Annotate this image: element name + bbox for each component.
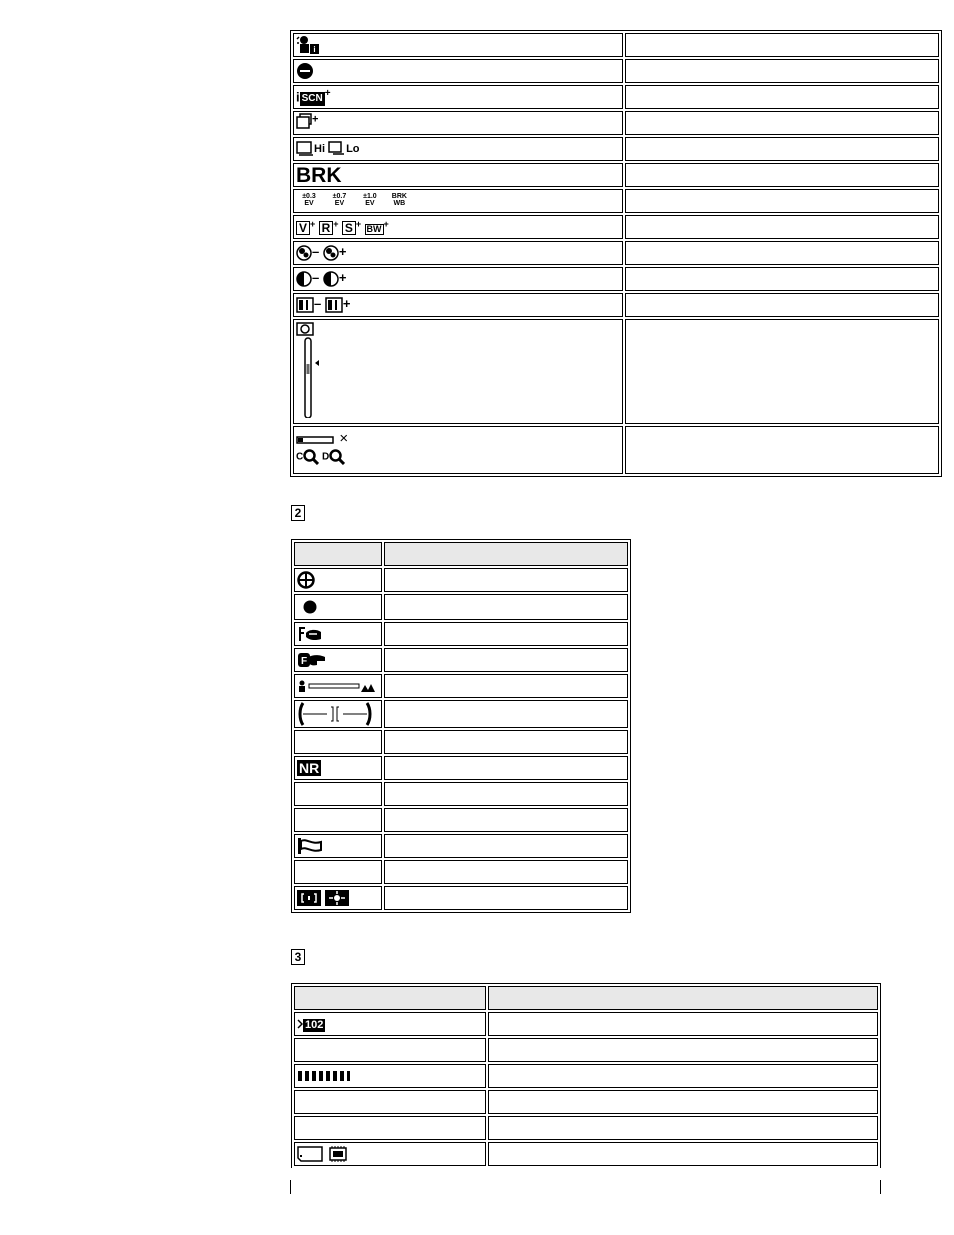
table-continuation-right: [880, 1180, 881, 1194]
section-number-3: 3: [291, 949, 305, 965]
continuous-plus-icon: [296, 113, 318, 134]
table-row: [294, 594, 628, 620]
sharpness-minus-plus-icon: – +: [296, 296, 350, 313]
table-row: [293, 111, 939, 135]
battery-bars-icon: [297, 1070, 351, 1082]
contrast-minus-plus-icon: – +: [296, 270, 346, 287]
card-memory-icon: [297, 1145, 349, 1163]
table-row: [293, 215, 939, 239]
table-continuation-left: [290, 1180, 291, 1194]
description-cell: [625, 163, 939, 187]
bracket-0-7: ±0.7 EV: [332, 192, 347, 207]
svg-text:F: F: [300, 655, 308, 667]
iscn-suffix: +: [324, 87, 331, 99]
description-cell: [625, 241, 939, 265]
table-row: [294, 730, 628, 754]
iscn-label: SCN: [301, 93, 323, 105]
description-cell: [625, 189, 939, 213]
table-row: [294, 1064, 878, 1088]
description-cell: [625, 137, 939, 161]
table-row: [294, 808, 628, 832]
bw-badge: BW: [366, 223, 382, 234]
icon-cell: [293, 111, 623, 135]
table-row: [293, 241, 939, 265]
table-row: [293, 163, 939, 187]
distance-bar-icon: [297, 679, 377, 693]
description-cell: [625, 293, 939, 317]
icon-table-2: [291, 539, 631, 913]
flash-hand-icon: [297, 651, 327, 669]
r-badge: R: [319, 221, 334, 235]
table-row: [294, 860, 628, 884]
table-row: [294, 700, 628, 728]
table-row: [293, 33, 939, 57]
icon-cell: [293, 293, 623, 317]
table-row: [294, 1142, 878, 1166]
table-row: [294, 622, 628, 646]
bracket-1-0: ±1.0 EV: [363, 192, 377, 207]
table-row: [294, 886, 628, 910]
area-icons: [297, 889, 349, 907]
continuous-plus-suffix: +: [312, 113, 319, 126]
af-frame-icon: [297, 701, 373, 727]
icon-cell: [293, 137, 623, 161]
af-target-icon: [297, 571, 315, 589]
table-row: [294, 648, 628, 672]
v-badge: V: [296, 221, 310, 235]
face-scale-icon: [296, 322, 324, 418]
person-handshake-icon: [296, 35, 320, 55]
continuous-hi-lo-icon: [296, 141, 360, 157]
table-row: [294, 834, 628, 858]
icon-cell: [293, 33, 623, 57]
vrs-bw-icon: V + R + S + BW +: [296, 219, 389, 235]
table-row: [294, 1090, 878, 1114]
table-header-row: [294, 542, 628, 566]
icon-cell: [293, 85, 623, 109]
table-row: [293, 85, 939, 109]
table-row: [294, 756, 628, 780]
table-header-row: [294, 986, 878, 1010]
icon-cell: [293, 163, 623, 187]
bracket-wb: BRK WB: [391, 192, 407, 207]
table-row: [294, 1012, 878, 1036]
nr-icon: NR: [299, 759, 320, 776]
table-row: [294, 1116, 878, 1140]
description-cell: [625, 215, 939, 239]
description-cell: [625, 426, 939, 474]
disc-icon: [296, 62, 314, 80]
hi-label: Hi: [314, 142, 325, 155]
table-row: [294, 782, 628, 806]
lo-label: Lo: [346, 142, 360, 155]
s-badge: S: [342, 221, 356, 235]
flash-f-icon: [297, 625, 323, 643]
iscn-prefix: i: [296, 89, 300, 105]
bracket-0-3: ±0.3 EV: [302, 192, 316, 207]
icon-cell: [293, 215, 623, 239]
zoom-bar-icon: [296, 431, 620, 446]
table-row: [293, 293, 939, 317]
table-row: [293, 426, 939, 474]
table-row: [294, 674, 628, 698]
description-cell: [625, 267, 939, 291]
description-cell: [625, 319, 939, 424]
section-number-2: 2: [291, 505, 305, 521]
table-row: [293, 189, 939, 213]
icon-cell: [293, 59, 623, 83]
description-cell: [625, 59, 939, 83]
description-cell: [625, 33, 939, 57]
icon-table-3: [291, 983, 881, 1168]
svg-text:i: i: [313, 45, 316, 54]
zoom-times: ×: [339, 430, 349, 447]
iscn-plus-icon: [296, 88, 331, 106]
description-cell: [625, 111, 939, 135]
folder-icon: [297, 1015, 325, 1033]
icon-cell: [293, 189, 623, 213]
icon-cell: [293, 241, 623, 265]
header-cell: [294, 542, 382, 566]
table-row: [293, 267, 939, 291]
icon-cell: [293, 267, 623, 291]
table-row: [293, 319, 939, 424]
table-row: [293, 137, 939, 161]
icon-cell: [293, 426, 623, 474]
table-row: [294, 568, 628, 592]
icon-table-1: [290, 30, 942, 477]
flag-icon: [297, 837, 325, 855]
focus-dot-icon: [297, 598, 319, 616]
icon-cell: [293, 319, 623, 424]
folder-number: 102: [305, 1018, 324, 1031]
table-row: [293, 59, 939, 83]
bracket-ev-icon: [296, 192, 411, 210]
color-minus-plus-icon: – +: [296, 244, 346, 261]
header-cell: [384, 542, 628, 566]
zoom-cd-icons: C D: [296, 449, 620, 465]
description-cell: [625, 85, 939, 109]
table-row: [294, 1038, 878, 1062]
brk-icon: BRK: [296, 163, 342, 187]
